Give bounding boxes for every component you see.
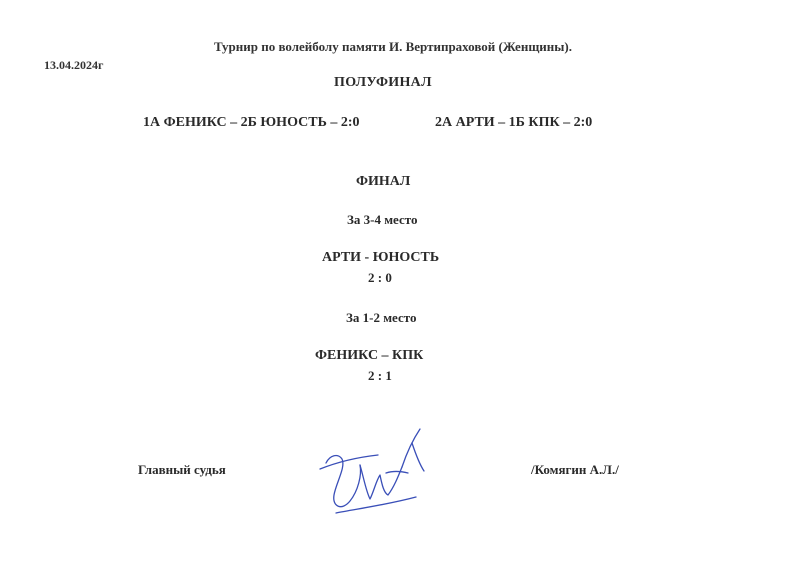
final-heading: ФИНАЛ	[356, 174, 411, 189]
chief-judge-label: Главный судья	[138, 462, 226, 477]
third-place-pair: АРТИ - ЮНОСТЬ	[322, 250, 440, 265]
chief-judge-name: /Комягин А.Л./	[531, 462, 619, 477]
first-place-score: 2 : 1	[368, 368, 392, 383]
semifinal-match-2: 2А АРТИ – 1Б КПК – 2:0	[435, 115, 593, 130]
signature	[316, 425, 434, 517]
first-place-label: За 1-2 место	[346, 310, 417, 325]
third-place-label: За 3-4 место	[347, 212, 418, 227]
document-date: 13.04.2024г	[44, 58, 104, 72]
third-place-score: 2 : 0	[368, 270, 392, 285]
semifinal-heading: ПОЛУФИНАЛ	[334, 75, 432, 90]
first-place-pair: ФЕНИКС – КПК	[315, 348, 424, 363]
semifinal-match-1: 1А ФЕНИКС – 2Б ЮНОСТЬ – 2:0	[143, 115, 360, 130]
document-title: Турнир по волейболу памяти И. Вертипраховой (Женщины).	[214, 39, 573, 54]
